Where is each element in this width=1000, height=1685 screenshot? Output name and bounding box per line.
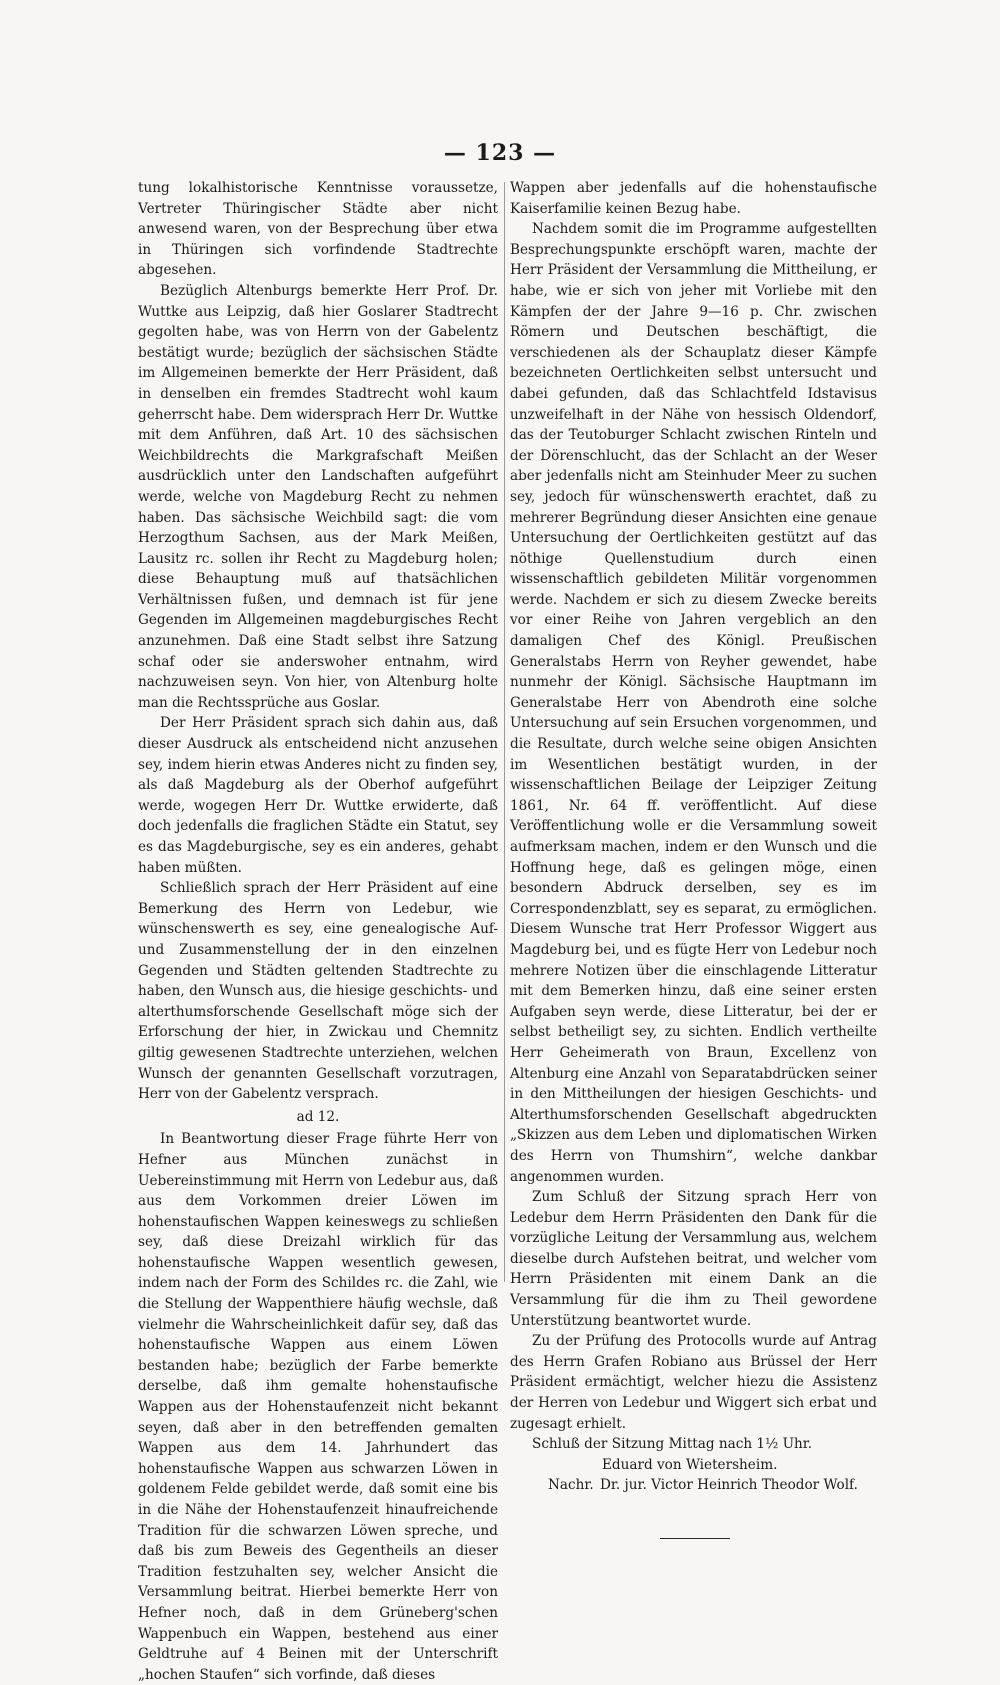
paragraph: Nachdem somit die im Programme aufgestellten Besprechungspunkte erschöpft waren, machte der Herr Präsident der Versammlung die Mittheilung, er habe, wie er sich von jeher mit Vorliebe mit den Kämpfen der der Jahre 9—16 p. Chr. zwischen Römern und Deutschen beschäftigt, die verschiedenen als der Schauplatz dieser Kämpfe bezeichneten Oertlichkeiten selbst untersucht und dabei gefunden, daß das Schlachtfeld Idstavisus unzweifelhaft in der Nähe von hessisch Oldendorf, das der Teutoburger Schlacht zwischen Rinteln und der Dörenschlucht, das der Schlacht an der Weser aber jedenfalls nicht am Steinhuder Meer zu suchen sey, jedoch für wünschenswerth erachtet, daß zu mehrerer Begründung dieser Ansichten eine genaue Untersuchung der Oertlichkeiten gestützt auf das nöthige Quellenstudium durch einen wissenschaftlich gebildeten Militär vorgenommen werde. Nachdem er sich zu diesem Zwecke bereits vor einer Reihe von Jahren vergeblich an den damaligen Chef des Königl. Preußischen Generalstabs Herrn von Reyher gewendet, habe nunmehr der Königl. Sächsische Hauptmann im Generalstabe Herr von Abendroth eine solche Untersuchung auf sein Ersuchen vorgenommen, und die Resultate, durch welche seine obigen Ansichten im Wesentlichen bestätigt wurden, in der wissenschaftlichen Beilage der Leipziger Zeitung 1861, Nr. 64 ff. veröffentlicht. Auf diese Veröffentlichung wolle er die Versammlung soweit aufmerksam machen, indem er den Wunsch und die Hoffnung hege, daß es gelingen möge, einen besondern Abdruck derselben, sey es im Correspondenzblatt, sey es separat, zu ermöglichen. Diesem Wunsche trat Herr Professor Wiggert aus Magdeburg bei, und es fügte Herr von Ledebur noch mehrere Notizen über die einschlagende Litteratur mit dem Bemerken hinzu, daß eine seiner ersten Aufgaben seyn werde, diese Litteratur, bei der er selbst betheiligt sey, zu sichten. Endlich vertheilte Herr Geheimerath von Braun, Excellenz von Altenburg eine Anzahl von Separatabdrücken seiner in den Mittheilungen der hiesigen Geschichts- und Alterthumsforschenden Gesellschaft abgedruckten „Skizzen aus dem Leben und diplomatischen Wirken des Herrn von Thumshirn“, welche dankbar angenommen wurden. xyxy=(510,221,877,1185)
paragraph: Bezüglich Altenburgs bemerkte Herr Prof. Dr. Wuttke aus Leipzig, daß hier Goslarer Stadtrecht gegolten habe, was von Herrn von der Gabelentz bestätigt wurde; bezüglich der sächsischen Städte im Allgemeinen bemerkte der Herr Präsident, daß in denselben ein fremdes Stadtrecht wohl kaum geherrscht habe. Dem widersprach Herr Dr. Wuttke mit dem Anführen, daß Art. 10 des sächsischen Weichbildrechts die Markgrafschaft Meißen ausdrücklich unter den Landschaften aufgeführt werde, welche von Magdeburg Recht zu nehmen haben. Das sächsische Weichbild sagt: die vom Herzogthum Sachsen, aus der Mark Meißen, Lausitz rc. sollen ihr Recht zu Magdeburg holen; diese Behauptung muß auf thatsächlichen Verhältnissen fußen, und demnach ist für jene Gegenden im Allgemeinen magdeburgisches Recht anzunehmen. Daß eine Stadt selbst ihre Satzung schaf oder sie anderswoher entnahm, wird nachzuweisen seyn. Von hier, von Altenburg holte man die Rechtssprüche aus Goslar. xyxy=(138,282,498,711)
signature-wietersheim: Eduard von Wietersheim. xyxy=(602,1456,778,1473)
right-column xyxy=(510,178,877,1539)
paragraph: Wappen aber jedenfalls auf die hohenstaufische Kaiserfamilie keinen Bezug habe. xyxy=(510,180,877,217)
left-column xyxy=(138,178,498,1685)
section-heading: ad 12. xyxy=(296,1108,340,1125)
paragraph: Der Herr Präsident sprach sich dahin aus, daß dieser Ausdruck als entscheidend nicht anzusehen sey, indem hierin etwas Anderes nicht zu finden sey, als daß Magdeburg als der Oberhof aufgeführt werde, wogegen Herr Dr. Wuttke erwiderte, daß doch jedenfalls die fraglichen Städte ein Statut, sey es das Magdeburgische, sey es ein anderes, gehabt haben müßten. xyxy=(138,715,498,876)
end-rule xyxy=(660,1538,730,1539)
paragraph: In Beantwortung dieser Frage führte Herr von Hefner aus München zunächst in Uebereinstimmung mit Herrn von Ledebur aus, daß aus dem Vorkommen dreier Löwen im hohenstaufischen Wappen keineswegs zu schließen sey, daß diese Dreizahl wirklich für das hohenstaufische Wappen wesentlich gewesen, indem nach der Form des Schildes rc. die Zahl, wie die Stellung der Wappenthiere häufig wechsle, daß vielmehr die Wahrscheinlichkeit dafür sey, daß das hohenstaufische Wappen aus einem Löwen bestanden habe; bezüglich der Farbe bemerkte derselbe, daß ihm gemalte hohenstaufische Wappen aus der Hohenstaufenzeit nicht bekannt seyen, daß aber in den betreffenden gemalten Wappen aus dem 14. Jahrhundert das hohenstaufische Wappen aus schwarzen Löwen in goldenem Felde gebildet werde, daß somit eine bis in die Nähe der Hohenstaufenzeit hinaufreichende Tradition für die schwarzen Löwen spreche, und daß bis zum Beweis des Gegentheils an dieser Tradition festzuhalten sey, welcher Ansicht die Versammlung beitrat. Hierbei bemerkte Herr von Hefner noch, daß in dem Grüneberg'schen Wappenbuch ein Wappen, bestehend aus einer Geldtruhe auf 4 Beinen mit der Unterschrift „hochen Staufen“ sich vorfinde, daß dieses xyxy=(138,1131,498,1683)
column-divider xyxy=(504,182,505,1282)
paragraph: Zu der Prüfung des Protocolls wurde auf Antrag des Herrn Grafen Robiano aus Brüssel der Herr Präsident ermächtigt, welcher hiezu die Assistenz der Herren von Ledebur und Wiggert sich erbat und zugesagt erhielt. xyxy=(510,1333,877,1432)
page-number: — 123 — xyxy=(443,140,557,166)
paragraph: tung lokalhistorische Kenntnisse voraussetze, Vertreter Thüringischer Städte aber nicht anwesend waren, von der Besprechung über etwa in Thüringen sich vorfindende Stadtrechte abgesehen. xyxy=(138,180,498,279)
signature-label: Nachr. xyxy=(548,1477,594,1494)
closing-line: Schluß der Sitzung Mittag nach 1½ Uhr. xyxy=(532,1436,813,1453)
paragraph: Schließlich sprach der Herr Präsident auf eine Bemerkung des Herrn von Ledebur, wie wünschenswerth es sey, eine genealogische Auf- und Zusammenstellung der in den einzelnen Gegenden und Städten geltenden Stadtrechte zu haben, den Wunsch aus, die hiesige geschichts- und alterthumsforschende Gesellschaft möge sich der Erforschung der hier, in Zwickau und Chemnitz giltig gewesenen Stadtrechte unterziehen, welchen Wunsch der genannten Gesellschaft vorzutragen, Herr von der Gabelentz versprach. xyxy=(138,880,498,1103)
signature-wolf: Dr. jur. Victor Heinrich Theodor Wolf. xyxy=(600,1477,858,1494)
paragraph: Zum Schluß der Sitzung sprach Herr von Ledebur dem Herrn Präsidenten den Dank für die vorzügliche Leitung der Versammlung aus, welchem dieselbe durch Aufstehen beitrat, und welcher vom Herrn Präsidenten mit einem Dank an die Versammlung für die ihm zu Theil gewordene Unterstützung beantwortet wurde. xyxy=(510,1189,877,1329)
